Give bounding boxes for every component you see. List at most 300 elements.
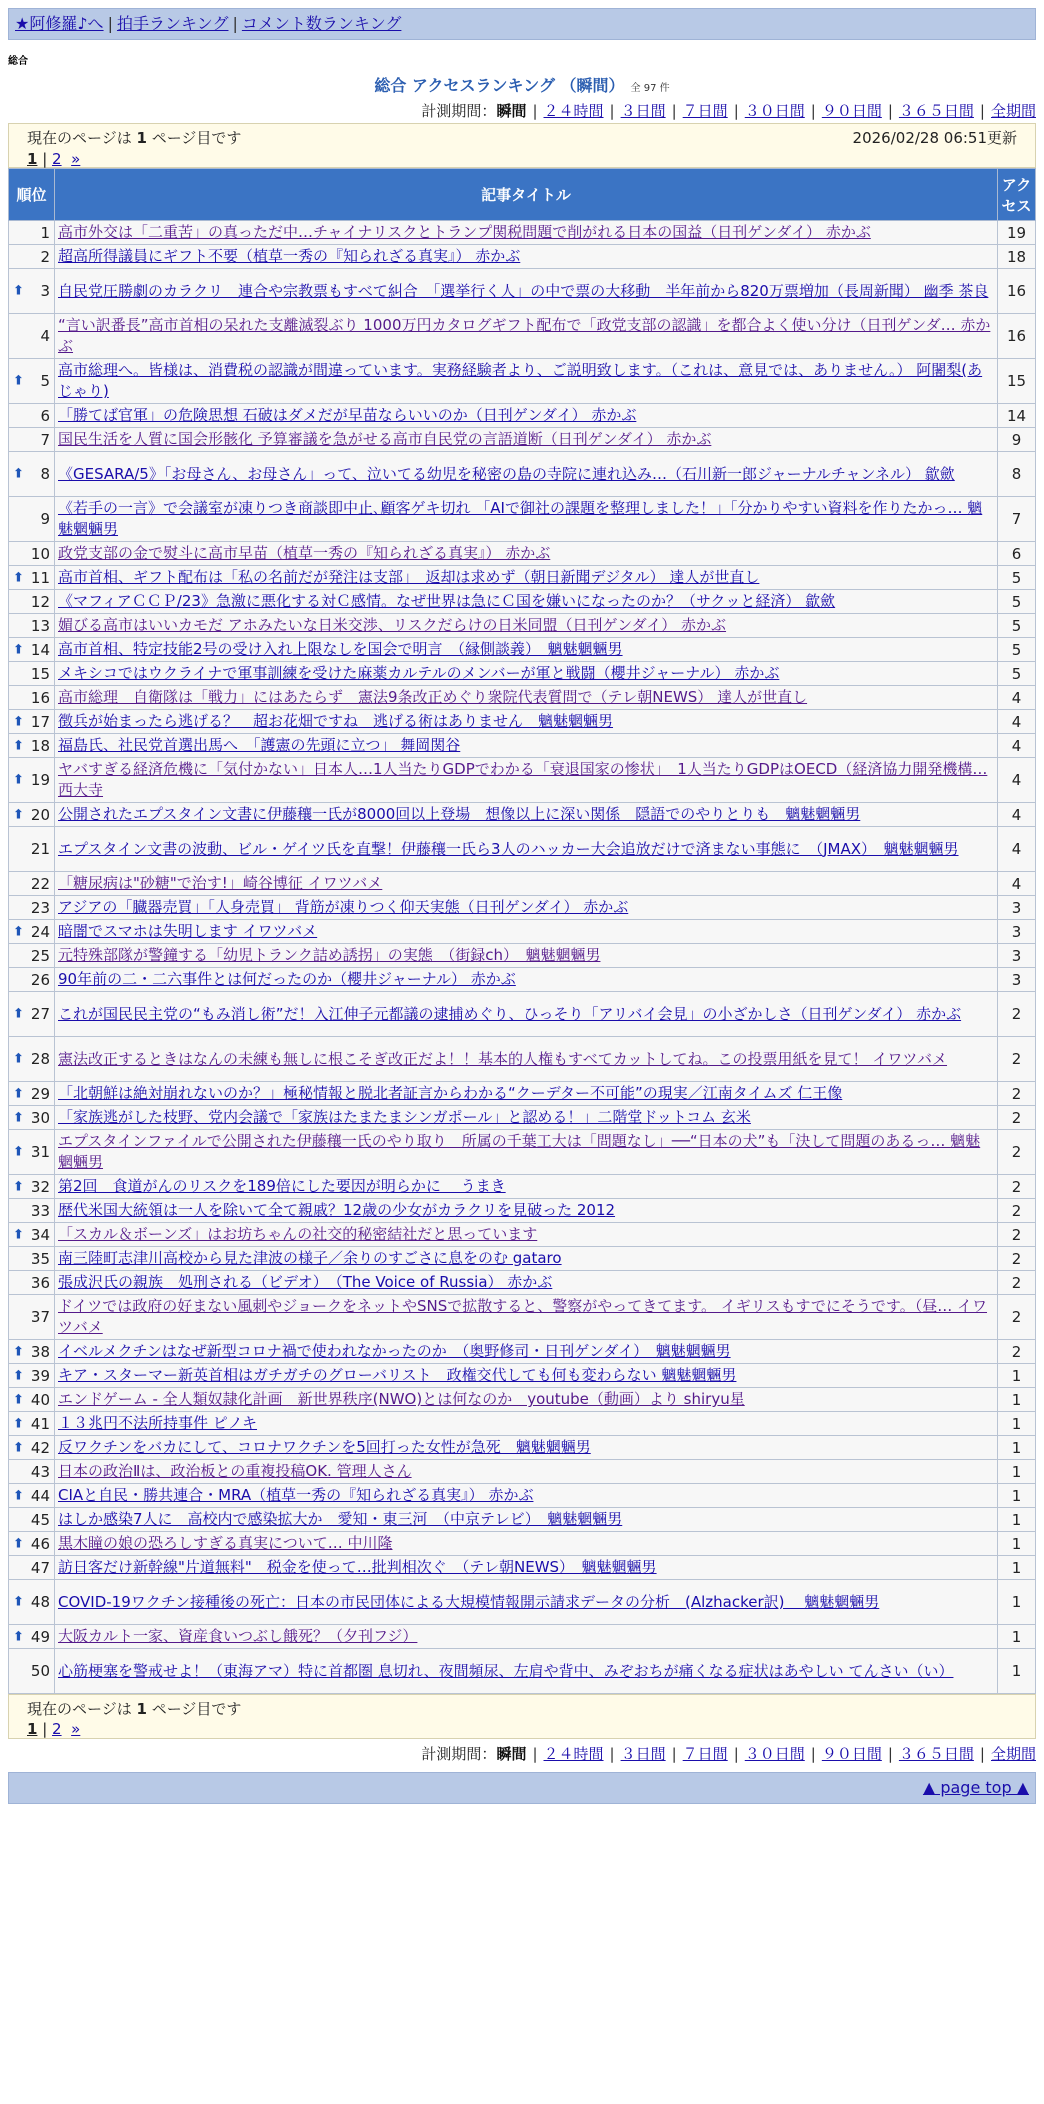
ranking-table bbox=[8, 168, 1036, 1694]
article-link[interactable]: ドイツでは政府の好まない風刺やジョークをネットやSNSで拡散すると、警察がやってきてます。 イギリスもすでにそうです。（昼… イワツバメ bbox=[58, 1297, 988, 1336]
article-link[interactable]: 高市外交は「二重苦」の真っただ中…チャイナリスクとトランプ関税問題で削がれる日本の国益（日刊ゲンダイ） 赤かぶ bbox=[58, 223, 871, 241]
rank-cell bbox=[9, 1082, 55, 1106]
rank-cell bbox=[9, 221, 55, 245]
access-count: 2 bbox=[998, 1106, 1036, 1130]
rank-cell bbox=[9, 1625, 55, 1649]
rank-number: 29 bbox=[30, 1084, 50, 1103]
article-link[interactable]: 第2回 食道がんのリスクを189倍にした要因が明らかに うまき bbox=[58, 1177, 506, 1195]
rank-number: 1 bbox=[40, 223, 50, 242]
page-1-current: 1 bbox=[27, 150, 38, 168]
article-link[interactable]: 高市首相、ギフト配布は「私の名前だが発注は支部」 返却は求めず（朝日新聞デジタル） 達人が世直し bbox=[58, 568, 760, 586]
rank-number: 41 bbox=[30, 1414, 50, 1433]
period-separator: | bbox=[979, 102, 985, 120]
title-cell bbox=[55, 944, 998, 968]
table-row bbox=[9, 1649, 1036, 1694]
nav-separator: | bbox=[107, 14, 113, 33]
access-count: 6 bbox=[998, 542, 1036, 566]
article-link[interactable]: 張成沢氏の親族 処刑される（ビデオ） （The Voice of Russia） 赤かぶ bbox=[58, 1273, 553, 1291]
access-count: 1 bbox=[998, 1625, 1036, 1649]
table-row bbox=[9, 710, 1036, 734]
rank-number: 25 bbox=[30, 946, 50, 965]
access-header: アクセス bbox=[998, 169, 1036, 221]
article-link[interactable]: 徴兵が始まったら逃げる？ 超お花畑ですね 逃げる術はありません 魑魅魍魎男 bbox=[58, 712, 614, 730]
period-link[interactable]: ２４時間 bbox=[543, 102, 604, 120]
rank-cell bbox=[9, 968, 55, 992]
article-link[interactable]: 《若手の一言》で会議室が凍りつき商談即中止､顧客ゲキ切れ 「AIで御社の課題を整理しました！」「分かりやすい資料を作りたかっ… 魑魅魍魎男 bbox=[58, 499, 983, 538]
rank-number: 36 bbox=[30, 1273, 50, 1292]
article-link[interactable]: １３兆円不法所持事件 ピノキ bbox=[58, 1414, 258, 1432]
up-arrow-icon: ⬆ bbox=[13, 642, 24, 657]
table-row bbox=[9, 1532, 1036, 1556]
access-count: 5 bbox=[998, 614, 1036, 638]
rank-cell bbox=[9, 590, 55, 614]
rank-cell bbox=[9, 1340, 55, 1364]
title-cell bbox=[55, 1295, 998, 1340]
article-link[interactable]: アジアの「臓器売買」「人身売買」 背筋が凍りつく仰天実態（日刊ゲンダイ） 赤かぶ bbox=[58, 898, 629, 916]
rank-number: 31 bbox=[30, 1143, 50, 1161]
table-row bbox=[9, 452, 1036, 497]
access-count: 4 bbox=[998, 827, 1036, 872]
table-row bbox=[9, 686, 1036, 710]
article-link[interactable]: エプスタインファイルで公開された伊藤穰一氏のやり取り 所属の千葉工大は「問題なし」──“日本の犬”も「決して問題のあるっ… 魑魅魍魎男 bbox=[58, 1132, 981, 1171]
article-link[interactable]: 「勝てば官軍」の危険思想 石破はダメだが早苗ならいいのか（日刊ゲンダイ） 赤かぶ bbox=[58, 406, 637, 424]
table-row bbox=[9, 404, 1036, 428]
article-link[interactable]: 政党支部の金で熨斗に高市早苗（植草一秀の『知られざる真実』） 赤かぶ bbox=[58, 544, 551, 562]
rank-cell bbox=[9, 1532, 55, 1556]
rank-cell bbox=[9, 686, 55, 710]
table-row bbox=[9, 1580, 1036, 1625]
up-arrow-icon: ⬆ bbox=[13, 1144, 24, 1160]
access-count: 2 bbox=[998, 1082, 1036, 1106]
table-row bbox=[9, 758, 1036, 803]
period-separator: | bbox=[609, 102, 615, 120]
access-count: 5 bbox=[998, 590, 1036, 614]
rank-number: 42 bbox=[30, 1438, 50, 1457]
rank-cell bbox=[9, 1364, 55, 1388]
article-link[interactable]: 公開されたエプスタイン文書に伊藤穰一氏が8000回以上登場 想像以上に深い関係 隠語でのやりとりも 魑魅魍魎男 bbox=[58, 805, 861, 823]
period-link[interactable]: ９０日間 bbox=[821, 1745, 882, 1763]
title-cell bbox=[55, 1649, 998, 1694]
table-row bbox=[9, 314, 1036, 359]
article-link[interactable]: 媚びる高市はいいカモだ アホみたいな日米交渉、リスクだらけの日米同盟（日刊ゲンダイ） 赤かぶ bbox=[58, 616, 727, 634]
title-cell bbox=[55, 542, 998, 566]
access-count: 1 bbox=[998, 1649, 1036, 1694]
article-link[interactable]: 国民生活を人質に国会形骸化 予算審議を急がせる高市自民党の言語道断（日刊ゲンダイ） 赤かぶ bbox=[58, 430, 712, 448]
rank-number: 18 bbox=[30, 736, 50, 755]
rank-number: 15 bbox=[30, 664, 50, 683]
rank-cell bbox=[9, 1580, 55, 1625]
comment-ranking-link[interactable]: コメント数ランキング bbox=[241, 14, 402, 33]
up-arrow-icon: ⬆ bbox=[13, 1344, 24, 1359]
rank-cell bbox=[9, 710, 55, 734]
title-cell bbox=[55, 1625, 998, 1649]
period-separator: | bbox=[532, 1745, 538, 1763]
ranking-title: 総合 アクセスランキング （瞬間） bbox=[374, 76, 625, 95]
title-cell bbox=[55, 314, 998, 359]
table-row bbox=[9, 827, 1036, 872]
period-separator: | bbox=[532, 102, 538, 120]
article-link[interactable]: “言い訳番長”高市首相の呆れた支離滅裂ぶり 1000万円カタログギフト配布で「政党支部の認識」を都合よく使い分け（日刊ゲンダ… 赤かぶ bbox=[58, 316, 991, 355]
period-link[interactable]: ９０日間 bbox=[821, 102, 882, 120]
access-count: 2 bbox=[998, 1340, 1036, 1364]
period-link[interactable]: ３日間 bbox=[620, 1745, 666, 1763]
access-count: 16 bbox=[998, 269, 1036, 314]
title-cell bbox=[55, 614, 998, 638]
up-arrow-icon: ⬆ bbox=[13, 1179, 24, 1194]
period-link[interactable]: 全期間 bbox=[990, 102, 1036, 120]
article-link[interactable]: 高市総理 自衛隊は「戦力」にはあたらず 憲法9条改正めぐり衆院代表質問で（テレ朝NEWS） 達人が世直し bbox=[58, 688, 808, 706]
table-row bbox=[9, 944, 1036, 968]
up-arrow-icon: ⬆ bbox=[13, 738, 24, 753]
title-cell bbox=[55, 359, 998, 404]
rank-cell bbox=[9, 1412, 55, 1436]
bottom-bar bbox=[8, 1772, 1036, 1804]
period-link[interactable]: ７日間 bbox=[682, 102, 728, 120]
rank-number: 12 bbox=[30, 592, 50, 611]
article-link[interactable]: キア・スターマー新英首相はガチガチのグローバリスト 政権交代しても何も変わらない 魑魅魍魎男 bbox=[58, 1366, 737, 1384]
rank-cell bbox=[9, 1436, 55, 1460]
home-link[interactable]: ★阿修羅♪へ bbox=[15, 14, 104, 33]
article-link[interactable]: メキシコではウクライナで軍事訓練を受けた麻薬カルテルのメンバーが軍と戦闘（櫻井ジャーナル） 赤かぶ bbox=[58, 664, 780, 682]
title-cell bbox=[55, 896, 998, 920]
title-cell bbox=[55, 269, 998, 314]
access-count: 1 bbox=[998, 1388, 1036, 1412]
title-cell bbox=[55, 1580, 998, 1625]
rank-number: 27 bbox=[30, 1005, 50, 1023]
rank-cell bbox=[9, 827, 55, 872]
period-link[interactable]: ２４時間 bbox=[543, 1745, 604, 1763]
rank-cell bbox=[9, 1388, 55, 1412]
rank-number: 49 bbox=[30, 1627, 50, 1646]
next-page-link[interactable]: » bbox=[71, 1720, 81, 1738]
rank-cell bbox=[9, 758, 55, 803]
title-cell bbox=[55, 1532, 998, 1556]
period-link[interactable]: 全期間 bbox=[990, 1745, 1036, 1763]
title-cell bbox=[55, 452, 998, 497]
article-link[interactable]: エプスタイン文書の波動、ビル・ゲイツ氏を直撃！伊藤穰一氏ら3人のハッカー大会追放だけで済まない事態に （JMAX） 魑魅魍魎男 bbox=[58, 839, 959, 858]
table-row bbox=[9, 1082, 1036, 1106]
table-row bbox=[9, 269, 1036, 314]
period-separator: | bbox=[979, 1745, 985, 1763]
table-row bbox=[9, 1037, 1036, 1082]
title-cell bbox=[55, 758, 998, 803]
table-row bbox=[9, 1247, 1036, 1271]
access-count: 1 bbox=[998, 1460, 1036, 1484]
period-link[interactable]: ３６５日間 bbox=[898, 102, 974, 120]
page-2-link[interactable]: 2 bbox=[52, 1720, 62, 1738]
title-cell bbox=[55, 245, 998, 269]
up-arrow-icon: ⬆ bbox=[13, 1086, 24, 1101]
table-row bbox=[9, 1508, 1036, 1532]
period-link[interactable]: ３０日間 bbox=[744, 1745, 805, 1763]
access-count: 2 bbox=[998, 1271, 1036, 1295]
up-arrow-icon: ⬆ bbox=[13, 1440, 24, 1455]
rank-cell bbox=[9, 404, 55, 428]
page-info-top bbox=[8, 123, 1036, 168]
access-count: 2 bbox=[998, 992, 1036, 1037]
up-arrow-icon: ⬆ bbox=[13, 1629, 24, 1644]
article-link[interactable]: 自民党圧勝劇のカラクリ 連合や宗教票もすべて糾合 「選挙行く人」の中で票の大移動 半年前から820万票増加（長周新聞） 幽季 茶良 bbox=[58, 281, 989, 300]
rank-cell bbox=[9, 1130, 55, 1175]
period-link[interactable]: ３日間 bbox=[620, 102, 666, 120]
up-arrow-icon: ⬆ bbox=[13, 807, 24, 822]
article-link[interactable]: 元特殊部隊が警鐘する「幼児トランク詰め誘拐」の実態 （街録ch） 魑魅魍魎男 bbox=[58, 946, 601, 964]
article-link[interactable]: CIAと自民・勝共連合・MRA（植草一秀の『知られざる真実』） 赤かぶ bbox=[58, 1486, 534, 1504]
period-separator: | bbox=[671, 102, 677, 120]
title-cell bbox=[55, 1436, 998, 1460]
table-row bbox=[9, 734, 1036, 758]
next-page-link[interactable]: » bbox=[71, 150, 81, 168]
rank-cell bbox=[9, 1295, 55, 1340]
table-row bbox=[9, 359, 1036, 404]
access-count: 2 bbox=[998, 1175, 1036, 1199]
title-cell bbox=[55, 710, 998, 734]
rank-number: 38 bbox=[30, 1342, 50, 1361]
article-link[interactable]: 高市首相、特定技能2号の受け入れ上限なしを国会で明言 （縁側談義） 魑魅魍魎男 bbox=[58, 640, 623, 658]
table-row bbox=[9, 1340, 1036, 1364]
access-count: 2 bbox=[998, 1223, 1036, 1247]
title-cell bbox=[55, 638, 998, 662]
pager: 1 | 2 » bbox=[27, 150, 81, 168]
table-row bbox=[9, 992, 1036, 1037]
article-link[interactable]: COVID-19ワクチン接種後の死亡：日本の市民団体による大規模情報開示請求データの分析 (Alzhacker訳) 魑魅魍魎男 bbox=[58, 1592, 880, 1611]
article-link[interactable]: 「北朝鮮は絶対崩れないのか？」極秘情報と脱北者証言からわかる“クーデター不可能”の現実／江南タイムズ 仁王像 bbox=[58, 1084, 843, 1102]
rank-cell bbox=[9, 497, 55, 542]
rank-number: 45 bbox=[30, 1510, 50, 1529]
title-cell bbox=[55, 1199, 998, 1223]
table-row bbox=[9, 1175, 1036, 1199]
up-arrow-icon: ⬆ bbox=[13, 1536, 24, 1551]
rank-cell bbox=[9, 314, 55, 359]
article-link[interactable]: イベルメクチンはなぜ新型コロナ禍で使われなかったのか （奥野修司・日刊ゲンダイ） 魑魅魍魎男 bbox=[58, 1342, 731, 1360]
table-row bbox=[9, 566, 1036, 590]
rank-number: 48 bbox=[30, 1593, 50, 1611]
title-cell bbox=[55, 1082, 998, 1106]
article-link[interactable]: 90年前の二・二六事件とは何だったのか（櫻井ジャーナル） 赤かぶ bbox=[58, 970, 516, 988]
access-count: 4 bbox=[998, 872, 1036, 896]
period-separator: | bbox=[810, 102, 816, 120]
table-row bbox=[9, 590, 1036, 614]
category-label: 総合 bbox=[8, 56, 28, 67]
access-count: 3 bbox=[998, 920, 1036, 944]
title-cell bbox=[55, 992, 998, 1037]
access-count: 1 bbox=[998, 1508, 1036, 1532]
article-link[interactable]: 「スカル＆ボーンズ」はお坊ちゃんの社交的秘密結社だと思っています bbox=[58, 1225, 538, 1243]
access-count: 19 bbox=[998, 221, 1036, 245]
page-top-link[interactable]: ▲ page top ▲ bbox=[922, 1778, 1029, 1797]
rank-number: 19 bbox=[30, 771, 50, 789]
title-cell bbox=[55, 1106, 998, 1130]
rank-number: 17 bbox=[30, 712, 50, 731]
table-row bbox=[9, 428, 1036, 452]
article-link[interactable]: 「糖尿病は"砂糖"で治す!」崎谷博征 イワツバメ bbox=[58, 874, 383, 892]
period-current: 瞬間 bbox=[496, 1745, 527, 1763]
rank-header: 順位 bbox=[9, 169, 55, 221]
article-link[interactable]: 心筋梗塞を警戒せよ！（東海アマ）特に首都圏 息切れ、夜間頻尿、左肩や背中、みぞおちが痛くなる症状はあやしい てんさい（い） bbox=[58, 1661, 954, 1680]
article-link[interactable]: 「家族逃がした枝野、党内会議で「家族はたまたまシンガポール」と認める！」二階堂ドットコム 玄米 bbox=[58, 1108, 751, 1126]
access-count: 3 bbox=[998, 944, 1036, 968]
access-count: 4 bbox=[998, 758, 1036, 803]
access-count: 3 bbox=[998, 968, 1036, 992]
current-page-text: 現在のページは 1 ページ目です bbox=[27, 129, 242, 147]
up-arrow-icon: ⬆ bbox=[13, 1051, 24, 1067]
up-arrow-icon: ⬆ bbox=[13, 466, 24, 482]
rank-number: 28 bbox=[30, 1050, 50, 1068]
rank-number: 14 bbox=[30, 640, 50, 659]
title-cell bbox=[55, 428, 998, 452]
access-count: 1 bbox=[998, 1412, 1036, 1436]
rank-number: 32 bbox=[30, 1177, 50, 1196]
article-link[interactable]: 超高所得議員にギフト不要（植草一秀の『知られざる真実』） 赤かぶ bbox=[58, 247, 521, 265]
title-cell bbox=[55, 872, 998, 896]
access-count: 18 bbox=[998, 245, 1036, 269]
article-link[interactable]: エンドゲーム - 全人類奴隷化計画 新世界秩序(NWO)とは何なのか youtube（動画）より shiryu星 bbox=[58, 1390, 745, 1408]
rank-number: 9 bbox=[40, 510, 50, 528]
table-row bbox=[9, 638, 1036, 662]
access-count: 2 bbox=[998, 1037, 1036, 1082]
article-link[interactable]: 《マフィアＣＣＰ/23》急激に悪化する対Ｃ感情。なぜ世界は急にＣ国を嫌いになったのか？（サクッと経済） 歙歛 bbox=[58, 592, 836, 610]
article-link[interactable]: 歴代米国大統領は一人を除いて全て親戚？12歳の少女がカラクリを見破った 2012 bbox=[58, 1201, 616, 1219]
up-arrow-icon: ⬆ bbox=[13, 373, 24, 389]
title-cell bbox=[55, 590, 998, 614]
title-cell bbox=[55, 1412, 998, 1436]
rank-number: 8 bbox=[40, 465, 50, 483]
table-row bbox=[9, 803, 1036, 827]
up-arrow-icon: ⬆ bbox=[13, 714, 24, 729]
table-row bbox=[9, 968, 1036, 992]
rank-cell bbox=[9, 542, 55, 566]
access-count: 14 bbox=[998, 404, 1036, 428]
title-cell bbox=[55, 1247, 998, 1271]
article-link[interactable]: 南三陸町志津川高校から見た津波の様子／余りのすごさに息をのむ gataro bbox=[58, 1249, 562, 1267]
title-cell bbox=[55, 1388, 998, 1412]
period-link[interactable]: ３６５日間 bbox=[898, 1745, 974, 1763]
title-cell bbox=[55, 221, 998, 245]
rank-number: 13 bbox=[30, 616, 50, 635]
current-page-text: 現在のページは 1 ページ目です bbox=[27, 1700, 242, 1718]
access-count: 1 bbox=[998, 1556, 1036, 1580]
rank-cell bbox=[9, 1556, 55, 1580]
page-1-current: 1 bbox=[27, 1720, 38, 1738]
article-link[interactable]: 訪日客だけ新幹線"片道無料" 税金を使って…批判相次ぐ （テレ朝NEWS） 魑魅魍魎男 bbox=[58, 1558, 657, 1576]
rank-cell bbox=[9, 638, 55, 662]
rank-number: 21 bbox=[30, 840, 50, 858]
article-link[interactable]: 反ワクチンをバカにして、コロナワクチンを5回打った女性が急死 魑魅魍魎男 bbox=[58, 1438, 591, 1456]
clap-ranking-link[interactable]: 拍手ランキング bbox=[116, 14, 229, 33]
rank-cell bbox=[9, 269, 55, 314]
article-link[interactable]: 福島氏、社民党首選出馬へ 「護憲の先頭に立つ」 舞岡関谷 bbox=[58, 736, 461, 754]
access-count: 2 bbox=[998, 1130, 1036, 1175]
access-count: 7 bbox=[998, 497, 1036, 542]
access-count: 2 bbox=[998, 1199, 1036, 1223]
up-arrow-icon: ⬆ bbox=[13, 924, 24, 939]
rank-cell bbox=[9, 1484, 55, 1508]
article-link[interactable]: 大阪カルト一家、資産食いつぶし餓死？（夕刊フジ） bbox=[58, 1627, 418, 1645]
page-2-link[interactable]: 2 bbox=[52, 150, 62, 168]
table-row bbox=[9, 920, 1036, 944]
rank-number: 24 bbox=[30, 922, 50, 941]
rank-number: 33 bbox=[30, 1201, 50, 1220]
table-row bbox=[9, 662, 1036, 686]
rank-number: 43 bbox=[30, 1462, 50, 1481]
article-link[interactable]: 高市総理へ。皆様は、消費税の認識が間違っています。実務経験者より、ご説明致します。（これは、意見では、ありません。） 阿闍梨(あじゃり) bbox=[58, 361, 983, 400]
title-cell bbox=[55, 404, 998, 428]
access-count: 4 bbox=[998, 710, 1036, 734]
rank-cell bbox=[9, 359, 55, 404]
article-link[interactable]: ヤバすぎる経済危機に「気付かない」日本人…1人当たりGDPでわかる「衰退国家の惨状」 1人当たりGDPはOECD（経済協力開発機構… 西大寺 bbox=[58, 760, 988, 799]
article-link[interactable]: 暗闇でスマホは失明します イワツバメ bbox=[58, 922, 318, 940]
article-link[interactable]: 《GESARA/5》「お母さん、お母さん」って、泣いてる幼児を秘密の島の寺院に連れ込み…（石川新一郎ジャーナルチャンネル） 歙歛 bbox=[58, 464, 955, 483]
up-arrow-icon: ⬆ bbox=[13, 283, 24, 299]
rank-cell bbox=[9, 1649, 55, 1694]
period-link[interactable]: ７日間 bbox=[682, 1745, 728, 1763]
rank-number: 34 bbox=[30, 1225, 50, 1244]
title-cell bbox=[55, 734, 998, 758]
rank-number: 47 bbox=[30, 1558, 50, 1577]
rank-cell bbox=[9, 992, 55, 1037]
access-count: 9 bbox=[998, 428, 1036, 452]
table-row bbox=[9, 542, 1036, 566]
up-arrow-icon: ⬆ bbox=[13, 1368, 24, 1383]
title-cell bbox=[55, 566, 998, 590]
period-separator: | bbox=[810, 1745, 816, 1763]
title-cell bbox=[55, 827, 998, 872]
period-separator: | bbox=[733, 1745, 739, 1763]
article-link[interactable]: これが国民民主党の“もみ消し術”だ！入江伸子元都議の逮捕めぐり、ひっそり「アリバイ会見」の小ざかしさ（日刊ゲンダイ） 赤かぶ bbox=[58, 1004, 962, 1023]
rank-cell bbox=[9, 1106, 55, 1130]
title-cell bbox=[55, 1556, 998, 1580]
period-link[interactable]: ３０日間 bbox=[744, 102, 805, 120]
period-separator: | bbox=[609, 1745, 615, 1763]
rank-number: 44 bbox=[30, 1486, 50, 1505]
rank-number: 37 bbox=[30, 1308, 50, 1326]
up-arrow-icon: ⬆ bbox=[13, 1594, 24, 1610]
article-link[interactable]: 日本の政治Ⅱは、政治板との重複投稿OK. 管理人さん bbox=[58, 1462, 412, 1480]
table-row bbox=[9, 896, 1036, 920]
up-arrow-icon: ⬆ bbox=[13, 570, 24, 585]
title-cell bbox=[55, 1175, 998, 1199]
article-link[interactable]: 憲法改正するときはなんの未練も無しに根こそぎ改正だよ！！基本的人権もすべてカットしてね。この投票用紙を見て！ イワツバメ bbox=[58, 1049, 948, 1068]
rank-number: 3 bbox=[40, 282, 50, 300]
access-count: 5 bbox=[998, 662, 1036, 686]
rank-cell bbox=[9, 1460, 55, 1484]
up-arrow-icon: ⬆ bbox=[13, 772, 24, 788]
rank-cell bbox=[9, 872, 55, 896]
rank-cell bbox=[9, 614, 55, 638]
article-link[interactable]: 黒木瞳の娘の恐ろしすぎる真実について… 中川隆 bbox=[58, 1534, 393, 1552]
table-row bbox=[9, 497, 1036, 542]
table-row bbox=[9, 1130, 1036, 1175]
period-current: 瞬間 bbox=[496, 102, 527, 120]
rank-number: 7 bbox=[40, 430, 50, 449]
article-link[interactable]: はしか感染7人に 高校内で感染拡大か 愛知・東三河 （中京テレビ） 魑魅魍魎男 bbox=[58, 1510, 623, 1528]
rank-number: 5 bbox=[40, 372, 50, 390]
access-count: 1 bbox=[998, 1532, 1036, 1556]
rank-cell bbox=[9, 1223, 55, 1247]
title-cell bbox=[55, 968, 998, 992]
title-cell bbox=[55, 686, 998, 710]
rank-cell bbox=[9, 662, 55, 686]
title-cell bbox=[55, 1460, 998, 1484]
table-row bbox=[9, 1199, 1036, 1223]
access-count: 4 bbox=[998, 734, 1036, 758]
table-row bbox=[9, 1295, 1036, 1340]
rank-number: 2 bbox=[40, 247, 50, 266]
access-count: 1 bbox=[998, 1580, 1036, 1625]
title-cell bbox=[55, 1508, 998, 1532]
table-row bbox=[9, 1484, 1036, 1508]
table-row bbox=[9, 872, 1036, 896]
